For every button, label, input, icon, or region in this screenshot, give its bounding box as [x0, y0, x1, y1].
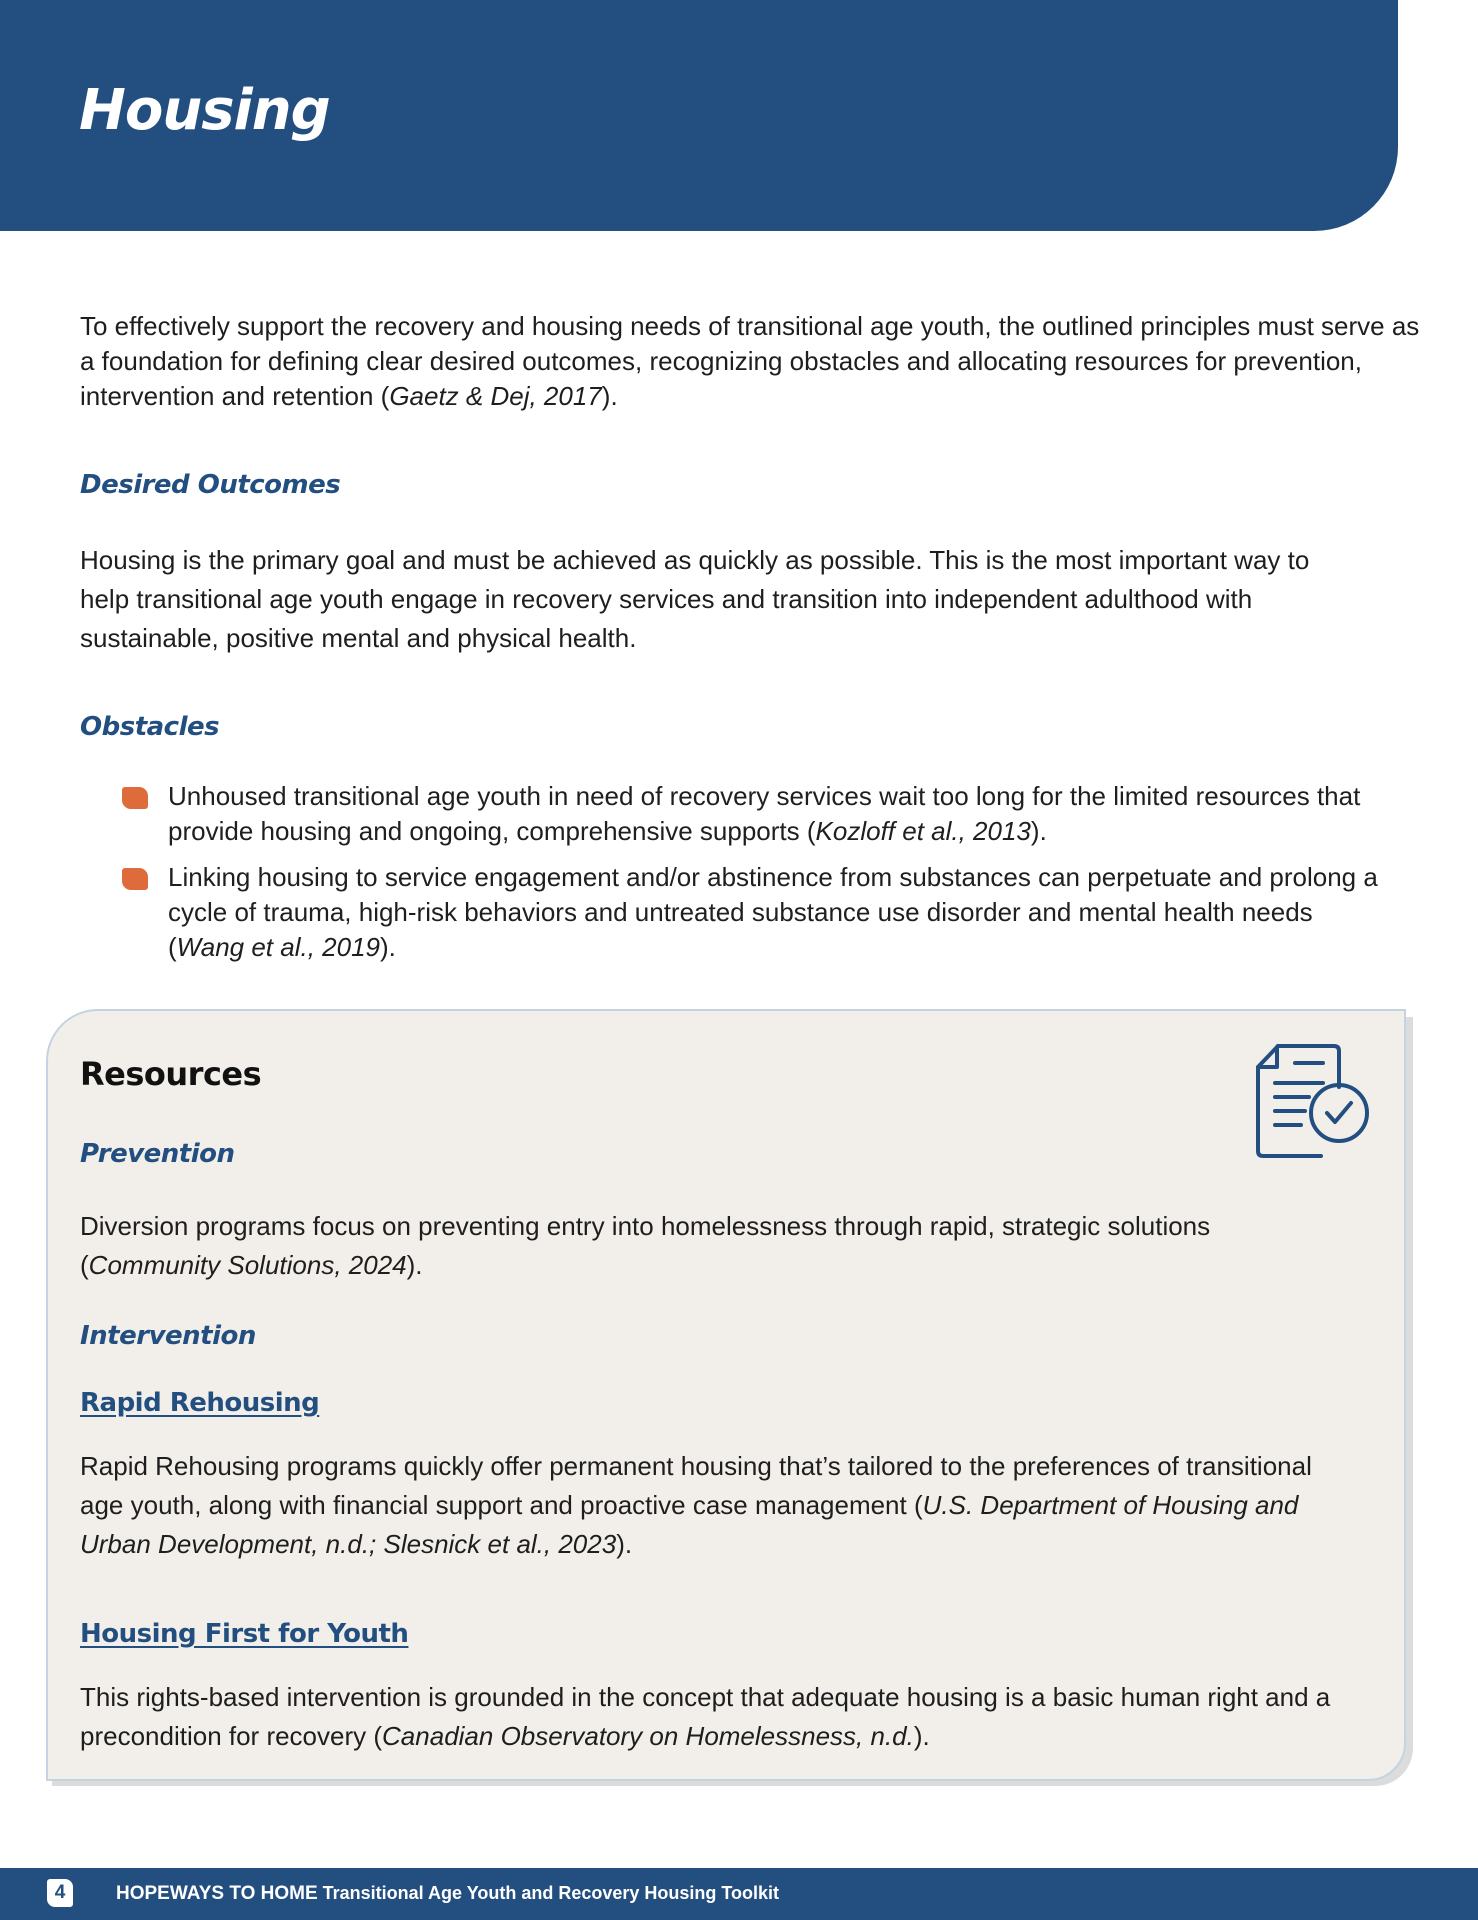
footer-subtitle: Transitional Age Youth and Recovery Housing Toolkit [317, 1883, 780, 1903]
footer-brand: HOPEWAYS TO HOME [116, 1883, 318, 1904]
bullet-text: Linking housing to service engagement and/or abstinence from substances can perpetuate and prolong a cycle of trauma, high-risk behaviors and untreated substance use disorder and mental health needs ( [168, 862, 1378, 962]
bullet-citation: Kozloff et al., 2013 [815, 816, 1031, 846]
prevention-end: ). [406, 1250, 423, 1280]
housing-first-citation: Canadian Observatory on Homelessness, n.d. [382, 1721, 914, 1751]
prevention-heading: Prevention [80, 1139, 235, 1169]
bullet-end: ). [1030, 816, 1047, 846]
desired-outcomes-text: Housing is the primary goal and must be achieved as quickly as possible. This is the most important way to help transitional age youth engage in recovery services and transition into independent adulthood with sustainable, positive mental and physical health. [80, 545, 1310, 653]
intro-citation: Gaetz & Dej, 2017 [389, 381, 602, 411]
page-number: 4 [47, 1879, 73, 1907]
list-item [122, 860, 1382, 965]
bullet-marker-icon [122, 787, 148, 809]
housing-first-text: This rights-based intervention is grounded in the concept that adequate housing is a basic human right and a precondition for recovery ( [80, 1682, 1331, 1751]
housing-first-link[interactable]: Housing First for Youth [80, 1619, 409, 1649]
bullet-marker-icon [122, 868, 148, 890]
intro-paragraph [80, 309, 1420, 414]
list-item [122, 779, 1382, 849]
rapid-rehousing-text: Rapid Rehousing programs quickly offer permanent housing that’s tailored to the preferences of transitional age youth, along with financial support and proactive case management ( [80, 1451, 1312, 1520]
rapid-rehousing-link[interactable]: Rapid Rehousing [80, 1388, 320, 1418]
intervention-heading: Intervention [80, 1321, 256, 1351]
obstacles-heading: Obstacles [80, 712, 220, 742]
prevention-paragraph [80, 1207, 1350, 1285]
footer-text [116, 1880, 779, 1907]
resources-title: Resources [80, 1055, 262, 1093]
desired-outcomes-heading: Desired Outcomes [80, 470, 341, 500]
housing-first-end: ). [913, 1721, 930, 1751]
intro-text: To effectively support the recovery and housing needs of transitional age youth, the outlined principles must serve as a foundation for defining clear desired outcomes, recognizing obstacles and allocating resources for prevention, intervention and retention ( [80, 311, 1420, 411]
rapid-rehousing-end: ). [616, 1529, 633, 1559]
bullet-end: ). [380, 932, 396, 962]
rapid-rehousing-citation: U.S. Department of Housing and Urban Development, n.d.; Slesnick et al., 2023 [80, 1490, 1299, 1559]
bullet-citation: Wang et al., 2019 [176, 932, 380, 962]
obstacles-list [122, 779, 1382, 976]
intro-end: ). [601, 381, 618, 411]
prevention-citation: Community Solutions, 2024 [88, 1250, 407, 1280]
document-check-icon [1255, 1043, 1371, 1161]
bullet-text: Unhoused transitional age youth in need of recovery services wait too long for the limited resources that provide housing and ongoing, comprehensive supports ( [168, 781, 1361, 846]
housing-first-paragraph [80, 1678, 1370, 1756]
prevention-text: Diversion programs focus on preventing entry into homelessness through rapid, strategic solutions ( [80, 1211, 1211, 1280]
rapid-rehousing-paragraph [80, 1447, 1360, 1564]
page-title: Housing [79, 78, 330, 143]
